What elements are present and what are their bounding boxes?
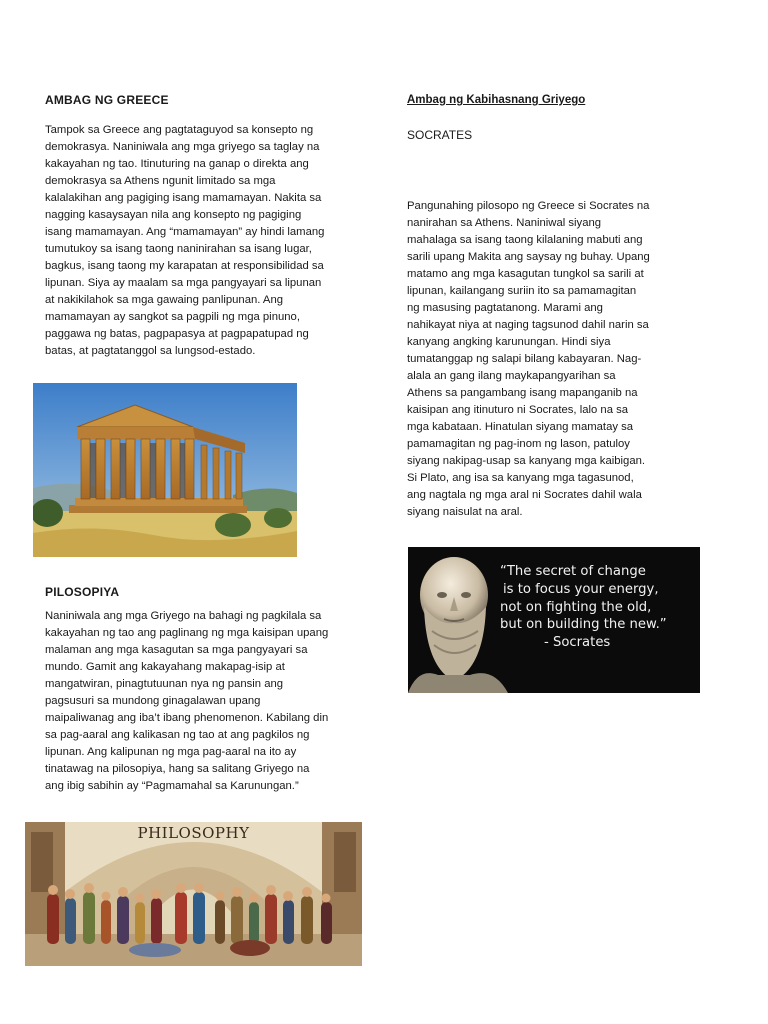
text-line: Si Plato, ang isa sa kanyang mga tagasunod, [407, 472, 634, 484]
text-line: kanyang angking karunungan. Hindi siya [407, 336, 611, 348]
text-line: siyang nakipag-usap sa kanyang mga kaibigan. [407, 455, 646, 467]
text-line: at nakikilahok sa mga gawaing panlipunan. Ang [45, 294, 284, 306]
text-line: ang nagtala ng mga aral ni Socrates dahil wala [407, 489, 642, 501]
text-line: kakayahan ng tao ang paglinang ng mga kaisipan upang [45, 627, 329, 639]
text-line: maipaliwanag ang iba’t ibang phenomenon. Kabilang din [45, 712, 329, 724]
text-line: pamamagitan ng pag-inom ng lason, patuloy [407, 438, 630, 450]
greek-temple-image [33, 383, 297, 557]
text-line: sarili upang Makita ang saysay ng buhay. Upang [407, 251, 650, 263]
quote-line: “The secret of change [500, 564, 646, 579]
text-line: demokrasya. Naniniwala ang mga griyego sa taglay na [45, 141, 320, 153]
text-line: Athens sa pangambang isang mapanganib na [407, 387, 638, 399]
paragraph-demokrasya [45, 122, 375, 360]
text-line: mamamayan ay sangkot sa pagpili ng mga pinuno, [45, 311, 300, 323]
text-line: mangatwiran, pinagtutuunan nya ng pansin ang [45, 678, 284, 690]
text-line: isang mamamayan. Ang “mamamayan” ay hindi lamang [45, 226, 325, 238]
text-line: siyang naisulat na aral. [407, 506, 523, 518]
paragraph-pilosopiya [45, 608, 375, 795]
quote-line: is to focus your energy, [503, 581, 659, 597]
text-line: ang ibig sabihin ay “Pagmamahal sa Karunungan.” [45, 780, 299, 792]
text-line: nanirahan sa Athens. Naniniwal siyang [407, 217, 602, 229]
text-line: lipunan, kailangang suriin ito sa pamamagitan [407, 285, 637, 297]
text-line: kakayahan ng tao. Itinuturing na ganap o direkta ang [45, 158, 309, 170]
text-line: paggawa ng batas, pagpapasya at pagpapatupad ng [45, 328, 309, 340]
philosophy-image [25, 822, 362, 966]
text-line: lipunan. Siya ay maalam sa mga pangyayari sa lipunan [45, 277, 322, 289]
text-line: nagging kasaysayan nila ang konsepto ng pagiging [45, 209, 302, 221]
text-line: nahikayat niya at naging tagsunod dahil narin sa [407, 319, 649, 331]
subheading-socrates: SOCRATES [407, 128, 473, 142]
text-line: mundo. Gamit ang kakayahang makapag-isip at [45, 661, 285, 673]
socrates-quote [500, 563, 696, 652]
text-line: lipunan. Ang kalipunan ng mga pag-aaral na ito ay [45, 746, 297, 758]
text-line: matamo ang mga kasagutan tungkol sa sarili at [407, 268, 644, 280]
text-line: Naniniwala ang mga Griyego na bahagi ng pagkilala sa [45, 610, 322, 622]
text-line: malaman ang mga kasagutan sa mga pangyayari sa [45, 644, 308, 656]
text-line: mahalaga sa isang taong kilalaning mabuti ang [407, 234, 643, 246]
text-line: sa pag-aaral ang kalikasan ng tao at ang pagkilos ng [45, 729, 310, 741]
temple-illustration [33, 383, 297, 557]
text-line: pagsusuri sa mundong ginagalawan upang [45, 695, 261, 707]
school-of-athens-illustration [25, 822, 362, 966]
text-line: mga kabataan. Hinatulan siyang mamatay sa [407, 421, 634, 433]
paragraph-socrates [407, 198, 727, 521]
text-line: alala an gang ilang maykapangyarihan sa [407, 370, 616, 382]
philosophy-image-title: PHILOSOPHY [137, 824, 250, 842]
heading-pilosopiya: PILOSOPIYA [45, 585, 120, 599]
text-line: Pangunahing pilosopo ng Greece si Socrates na [407, 200, 650, 212]
text-line: batas, at pagtatanggol sa lungsod-estado. [45, 345, 256, 357]
text-line: tumutukoy sa isang taong naninirahan sa isang lugar, [45, 243, 312, 255]
text-line: ng masusing pagtatanong. Marami ang [407, 302, 603, 314]
text-line: tumatanggap ng salapi bilang kabayaran. Nag- [407, 353, 642, 365]
socrates-quote-image [408, 547, 700, 693]
text-line: kalalakihan ang pagiging isang mamamayan. Nakita sa [45, 192, 322, 204]
heading-ambag-ng-kabihasnang-griyego: Ambag ng Kabihasnang Griyego [407, 94, 586, 106]
quote-attribution: - Socrates [544, 635, 611, 651]
text-line: demokrasya sa Athens ngunit limitado sa mga [45, 175, 276, 187]
text-line: Tampok sa Greece ang pagtataguyod sa konsepto ng [45, 124, 314, 136]
text-line: bagkus, isang taong my karapatan at responsibilidad sa [45, 260, 324, 272]
quote-line: but on building the new.” [500, 617, 667, 633]
socrates-bust-illustration [408, 547, 508, 693]
heading-ambag-ng-greece: AMBAG NG GREECE [45, 93, 169, 107]
quote-line: not on fighting the old, [500, 599, 652, 615]
text-line: kaisipan ang itinuturo ni Socrates, lalo na sa [407, 404, 629, 416]
text-line: tinatawag na pilosopiya, hang sa salitang Griyego na [45, 763, 310, 775]
